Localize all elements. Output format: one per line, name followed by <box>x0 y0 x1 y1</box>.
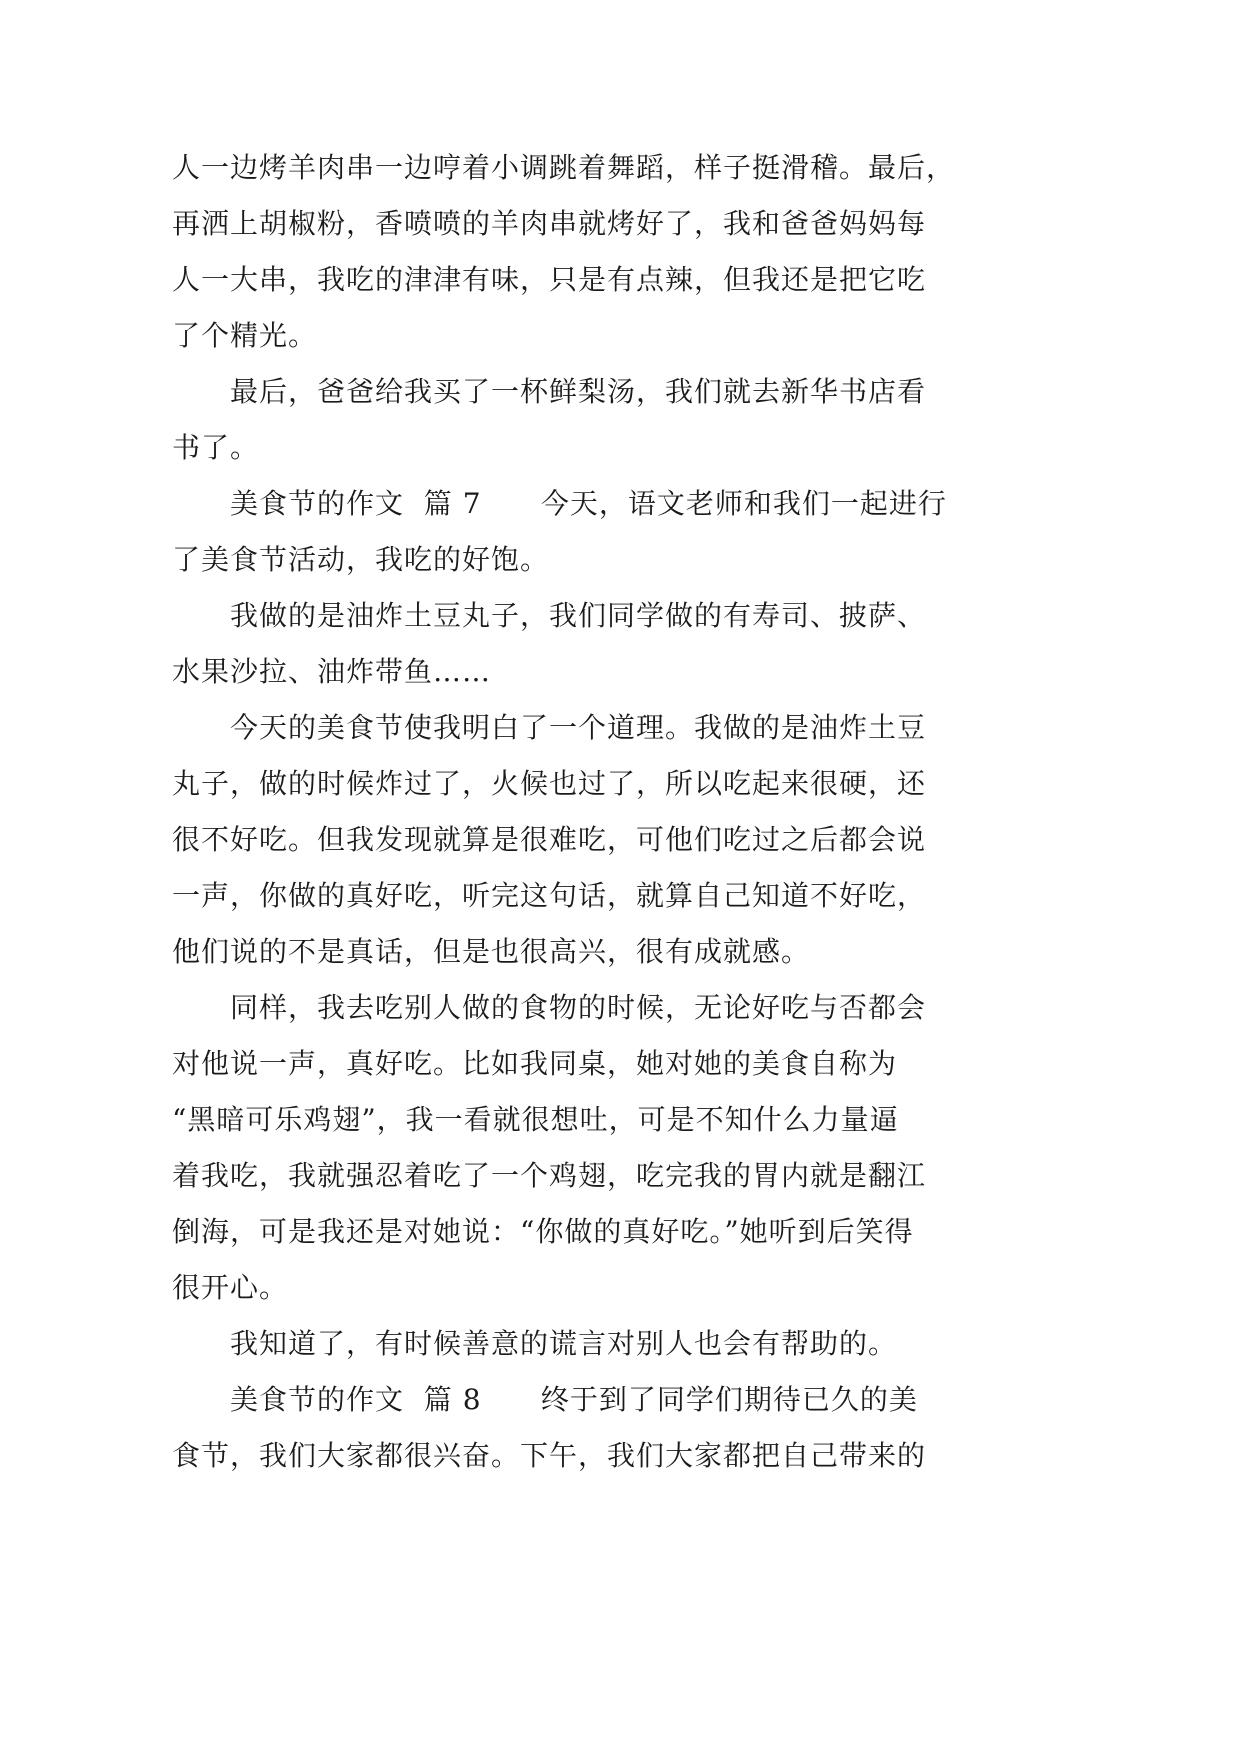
text-line: 食节，我们大家都很兴奋。下午，我们大家都把自己带来的 <box>172 1439 927 1472</box>
text-line: 我做的是油炸土豆丸子，我们同学做的有寿司、披萨、 <box>230 599 927 632</box>
text-line: 人一大串，我吃的津津有味，只是有点辣，但我还是把它吃 <box>172 263 927 296</box>
text-line: 最后，爸爸给我买了一杯鲜梨汤，我们就去新华书店看 <box>230 375 927 408</box>
text-line: 对他说一声，真好吃。比如我同桌，她对她的美食自称为 <box>172 1047 898 1080</box>
text-line: 了个精光。 <box>172 319 318 352</box>
text-line: 同样，我去吃别人做的食物的时候，无论好吃与否都会 <box>230 991 927 1024</box>
section-heading-line: 美食节的作文 篇 7 今天，语文老师和我们一起进行 <box>230 487 947 520</box>
text-line: 人一边烤羊肉串一边哼着小调跳着舞蹈，样子挺滑稽。最后， <box>172 151 956 184</box>
text-line: 水果沙拉、油炸带鱼…… <box>172 655 492 688</box>
text-line: 一声，你做的真好吃，听完这句话，就算自己知道不好吃， <box>172 879 927 912</box>
text-line: 我知道了，有时候善意的谎言对别人也会有帮助的。 <box>230 1327 898 1360</box>
text-line: 很开心。 <box>172 1271 289 1304</box>
section-heading-line: 美食节的作文 篇 8 终于到了同学们期待已久的美 <box>230 1383 918 1416</box>
text-line: 丸子，做的时候炸过了，火候也过了，所以吃起来很硬，还 <box>172 767 927 800</box>
text-line: 很不好吃。但我发现就算是很难吃，可他们吃过之后都会说 <box>172 823 927 856</box>
text-line: 他们说的不是真话，但是也很高兴，很有成就感。 <box>172 935 811 968</box>
text-line: 今天的美食节使我明白了一个道理。我做的是油炸土豆 <box>230 711 927 744</box>
essay-text <box>172 140 956 1484</box>
text-line: 着我吃，我就强忍着吃了一个鸡翅，吃完我的胃内就是翻江 <box>172 1159 927 1192</box>
text-line: “黑暗可乐鸡翅”，我一看就很想吐，可是不知什么力量逼 <box>172 1103 899 1136</box>
text-line: 倒海，可是我还是对她说：“你做的真好吃。”她听到后笑得 <box>172 1215 914 1248</box>
text-line: 书了。 <box>172 431 260 464</box>
text-line: 再洒上胡椒粉，香喷喷的羊肉串就烤好了，我和爸爸妈妈每 <box>172 207 927 240</box>
text-line: 了美食节活动，我吃的好饱。 <box>172 543 550 576</box>
